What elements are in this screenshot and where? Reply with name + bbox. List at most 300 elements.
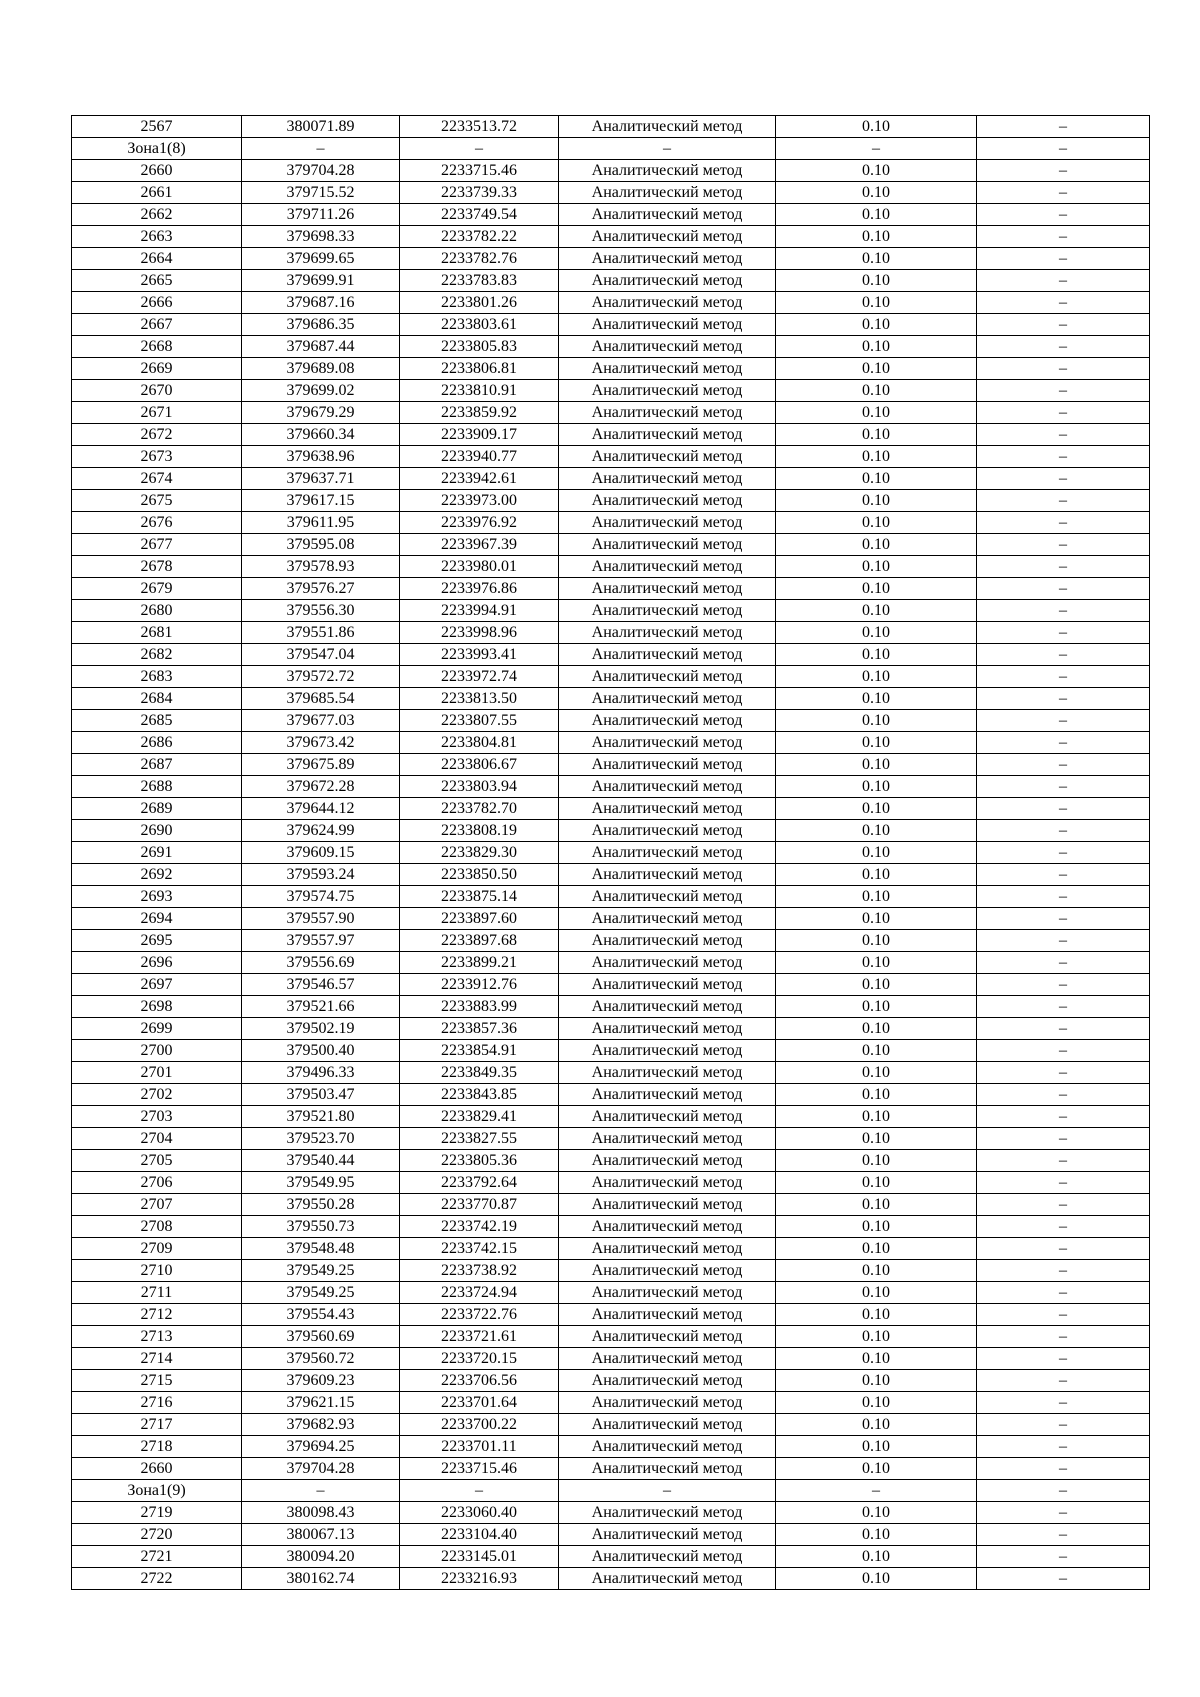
description-cell: – — [977, 556, 1150, 578]
description-cell: – — [977, 1040, 1150, 1062]
point-number-cell: 2699 — [72, 1018, 242, 1040]
table-row — [72, 204, 1150, 226]
point-number-cell: 2694 — [72, 908, 242, 930]
y-coordinate-cell: 2233513.72 — [400, 116, 559, 138]
method-cell: Аналитический метод — [559, 182, 776, 204]
method-cell: Аналитический метод — [559, 578, 776, 600]
zone-header-row — [72, 138, 1150, 160]
point-number-cell: 2722 — [72, 1568, 242, 1590]
table-row — [72, 116, 1150, 138]
table-row — [72, 1150, 1150, 1172]
accuracy-cell: 0.10 — [776, 798, 977, 820]
description-cell: – — [977, 886, 1150, 908]
method-cell: Аналитический метод — [559, 534, 776, 556]
accuracy-cell: 0.10 — [776, 1106, 977, 1128]
x-coordinate-cell: 379686.35 — [242, 314, 400, 336]
accuracy-cell: 0.10 — [776, 424, 977, 446]
description-cell: – — [977, 534, 1150, 556]
point-number-cell: 2665 — [72, 270, 242, 292]
method-cell: Аналитический метод — [559, 1150, 776, 1172]
table-row — [72, 688, 1150, 710]
accuracy-cell: 0.10 — [776, 380, 977, 402]
x-coordinate-cell: 380098.43 — [242, 1502, 400, 1524]
method-cell: Аналитический метод — [559, 336, 776, 358]
method-cell: Аналитический метод — [559, 688, 776, 710]
method-cell: Аналитический метод — [559, 1568, 776, 1590]
table-row — [72, 864, 1150, 886]
point-number-cell: 2704 — [72, 1128, 242, 1150]
table-row — [72, 402, 1150, 424]
method-cell: Аналитический метод — [559, 1524, 776, 1546]
method-cell: Аналитический метод — [559, 1436, 776, 1458]
table-row — [72, 1414, 1150, 1436]
point-number-cell: 2660 — [72, 1458, 242, 1480]
description-cell: – — [977, 820, 1150, 842]
x-coordinate-cell: 379576.27 — [242, 578, 400, 600]
accuracy-cell: 0.10 — [776, 732, 977, 754]
y-coordinate-cell: 2233216.93 — [400, 1568, 559, 1590]
point-number-cell: 2681 — [72, 622, 242, 644]
y-coordinate-cell: 2233701.64 — [400, 1392, 559, 1414]
method-cell: Аналитический метод — [559, 952, 776, 974]
x-coordinate-cell: 379694.25 — [242, 1436, 400, 1458]
table-row — [72, 292, 1150, 314]
point-number-cell: 2692 — [72, 864, 242, 886]
y-coordinate-cell: 2233715.46 — [400, 1458, 559, 1480]
table-row — [72, 468, 1150, 490]
accuracy-cell: 0.10 — [776, 666, 977, 688]
accuracy-cell: 0.10 — [776, 1304, 977, 1326]
point-number-cell: 2696 — [72, 952, 242, 974]
method-cell: Аналитический метод — [559, 1084, 776, 1106]
point-number-cell: 2683 — [72, 666, 242, 688]
x-coordinate-cell: 380071.89 — [242, 116, 400, 138]
description-cell: – — [977, 1084, 1150, 1106]
table-row — [72, 622, 1150, 644]
y-coordinate-cell: 2233782.70 — [400, 798, 559, 820]
table-row — [72, 336, 1150, 358]
x-coordinate-cell: 379549.95 — [242, 1172, 400, 1194]
x-coordinate-cell: 379500.40 — [242, 1040, 400, 1062]
y-coordinate-cell: 2233972.74 — [400, 666, 559, 688]
y-coordinate-cell: 2233813.50 — [400, 688, 559, 710]
x-coordinate-cell: 379523.70 — [242, 1128, 400, 1150]
x-coordinate-cell: 379496.33 — [242, 1062, 400, 1084]
x-coordinate-cell: 379574.75 — [242, 886, 400, 908]
method-cell: Аналитический метод — [559, 1546, 776, 1568]
point-number-cell: 2684 — [72, 688, 242, 710]
method-cell: Аналитический метод — [559, 974, 776, 996]
point-number-cell: 2675 — [72, 490, 242, 512]
y-coordinate-cell: 2233899.21 — [400, 952, 559, 974]
table-row — [72, 1392, 1150, 1414]
method-cell: Аналитический метод — [559, 512, 776, 534]
description-cell: – — [977, 292, 1150, 314]
x-coordinate-cell: 379578.93 — [242, 556, 400, 578]
x-coordinate-cell: 379502.19 — [242, 1018, 400, 1040]
accuracy-cell: 0.10 — [776, 116, 977, 138]
x-coordinate-cell: 379644.12 — [242, 798, 400, 820]
x-coordinate-cell: 379549.25 — [242, 1260, 400, 1282]
table-row — [72, 1326, 1150, 1348]
description-cell: – — [977, 732, 1150, 754]
point-number-cell: 2697 — [72, 974, 242, 996]
accuracy-cell: 0.10 — [776, 314, 977, 336]
accuracy-cell: 0.10 — [776, 1546, 977, 1568]
description-cell: – — [977, 1238, 1150, 1260]
description-cell: – — [977, 1260, 1150, 1282]
method-cell: Аналитический метод — [559, 996, 776, 1018]
accuracy-cell: 0.10 — [776, 1282, 977, 1304]
point-number-cell: 2718 — [72, 1436, 242, 1458]
method-cell: Аналитический метод — [559, 1260, 776, 1282]
x-coordinate-cell: 379556.69 — [242, 952, 400, 974]
point-number-cell: 2690 — [72, 820, 242, 842]
point-number-cell: 2686 — [72, 732, 242, 754]
method-cell: Аналитический метод — [559, 820, 776, 842]
accuracy-cell: 0.10 — [776, 644, 977, 666]
description-cell: – — [977, 666, 1150, 688]
point-number-cell: 2721 — [72, 1546, 242, 1568]
x-coordinate-cell: 379560.69 — [242, 1326, 400, 1348]
method-cell: – — [559, 1480, 776, 1502]
point-number-cell: 2717 — [72, 1414, 242, 1436]
x-coordinate-cell: 379637.71 — [242, 468, 400, 490]
accuracy-cell: 0.10 — [776, 1018, 977, 1040]
x-coordinate-cell: 379551.86 — [242, 622, 400, 644]
point-number-cell: 2663 — [72, 226, 242, 248]
accuracy-cell: – — [776, 138, 977, 160]
table-row — [72, 930, 1150, 952]
x-coordinate-cell: 379595.08 — [242, 534, 400, 556]
point-number-cell: 2691 — [72, 842, 242, 864]
table-row — [72, 1194, 1150, 1216]
accuracy-cell: 0.10 — [776, 1062, 977, 1084]
x-coordinate-cell: 379557.97 — [242, 930, 400, 952]
accuracy-cell: 0.10 — [776, 864, 977, 886]
method-cell: Аналитический метод — [559, 402, 776, 424]
point-number-cell: 2709 — [72, 1238, 242, 1260]
description-cell: – — [977, 1348, 1150, 1370]
x-coordinate-cell: 379560.72 — [242, 1348, 400, 1370]
point-number-cell: 2707 — [72, 1194, 242, 1216]
accuracy-cell: 0.10 — [776, 512, 977, 534]
description-cell: – — [977, 248, 1150, 270]
point-number-cell: 2567 — [72, 116, 242, 138]
accuracy-cell: 0.10 — [776, 1194, 977, 1216]
description-cell: – — [977, 116, 1150, 138]
description-cell: – — [977, 1502, 1150, 1524]
method-cell: Аналитический метод — [559, 292, 776, 314]
description-cell: – — [977, 1370, 1150, 1392]
method-cell: Аналитический метод — [559, 358, 776, 380]
table-row — [72, 1216, 1150, 1238]
x-coordinate-cell: – — [242, 1480, 400, 1502]
y-coordinate-cell: 2233967.39 — [400, 534, 559, 556]
description-cell: – — [977, 314, 1150, 336]
y-coordinate-cell: 2233724.94 — [400, 1282, 559, 1304]
point-number-cell: 2680 — [72, 600, 242, 622]
description-cell: – — [977, 908, 1150, 930]
method-cell: Аналитический метод — [559, 864, 776, 886]
x-coordinate-cell: 379704.28 — [242, 160, 400, 182]
point-number-cell: 2700 — [72, 1040, 242, 1062]
y-coordinate-cell: 2233782.76 — [400, 248, 559, 270]
x-coordinate-cell: 379679.29 — [242, 402, 400, 424]
point-number-cell: 2670 — [72, 380, 242, 402]
y-coordinate-cell: 2233909.17 — [400, 424, 559, 446]
y-coordinate-cell: 2233742.15 — [400, 1238, 559, 1260]
x-coordinate-cell: 380067.13 — [242, 1524, 400, 1546]
y-coordinate-cell: 2233998.96 — [400, 622, 559, 644]
y-coordinate-cell: 2233792.64 — [400, 1172, 559, 1194]
accuracy-cell: 0.10 — [776, 1326, 977, 1348]
method-cell: – — [559, 138, 776, 160]
accuracy-cell: 0.10 — [776, 1040, 977, 1062]
y-coordinate-cell: 2233850.50 — [400, 864, 559, 886]
point-number-cell: 2689 — [72, 798, 242, 820]
y-coordinate-cell: 2233993.41 — [400, 644, 559, 666]
table-row — [72, 270, 1150, 292]
y-coordinate-cell: 2233706.56 — [400, 1370, 559, 1392]
y-coordinate-cell: 2233805.36 — [400, 1150, 559, 1172]
method-cell: Аналитический метод — [559, 1018, 776, 1040]
description-cell: – — [977, 138, 1150, 160]
x-coordinate-cell: 379711.26 — [242, 204, 400, 226]
method-cell: Аналитический метод — [559, 1304, 776, 1326]
description-cell: – — [977, 160, 1150, 182]
accuracy-cell: 0.10 — [776, 974, 977, 996]
point-number-cell: 2668 — [72, 336, 242, 358]
description-cell: – — [977, 688, 1150, 710]
x-coordinate-cell: 379675.89 — [242, 754, 400, 776]
accuracy-cell: 0.10 — [776, 1502, 977, 1524]
y-coordinate-cell: 2233897.68 — [400, 930, 559, 952]
y-coordinate-cell: 2233912.76 — [400, 974, 559, 996]
x-coordinate-cell: 379550.73 — [242, 1216, 400, 1238]
description-cell: – — [977, 1018, 1150, 1040]
y-coordinate-cell: 2233738.92 — [400, 1260, 559, 1282]
table-row — [72, 644, 1150, 666]
accuracy-cell: 0.10 — [776, 842, 977, 864]
point-number-cell: 2712 — [72, 1304, 242, 1326]
x-coordinate-cell: 380162.74 — [242, 1568, 400, 1590]
x-coordinate-cell: 379685.54 — [242, 688, 400, 710]
method-cell: Аналитический метод — [559, 270, 776, 292]
point-number-cell: 2685 — [72, 710, 242, 732]
accuracy-cell: 0.10 — [776, 776, 977, 798]
table-row — [72, 1062, 1150, 1084]
point-number-cell: 2720 — [72, 1524, 242, 1546]
method-cell: Аналитический метод — [559, 380, 776, 402]
accuracy-cell: 0.10 — [776, 1084, 977, 1106]
table-row — [72, 776, 1150, 798]
x-coordinate-cell: 380094.20 — [242, 1546, 400, 1568]
y-coordinate-cell: 2233843.85 — [400, 1084, 559, 1106]
point-number-cell: 2714 — [72, 1348, 242, 1370]
accuracy-cell: 0.10 — [776, 204, 977, 226]
y-coordinate-cell: 2233104.40 — [400, 1524, 559, 1546]
x-coordinate-cell: 379550.28 — [242, 1194, 400, 1216]
method-cell: Аналитический метод — [559, 248, 776, 270]
accuracy-cell: 0.10 — [776, 1568, 977, 1590]
zone-header-row — [72, 1480, 1150, 1502]
accuracy-cell: 0.10 — [776, 182, 977, 204]
point-number-cell: 2703 — [72, 1106, 242, 1128]
y-coordinate-cell: 2233804.81 — [400, 732, 559, 754]
accuracy-cell: 0.10 — [776, 1172, 977, 1194]
y-coordinate-cell: 2233827.55 — [400, 1128, 559, 1150]
table-row — [72, 1568, 1150, 1590]
x-coordinate-cell: 379609.23 — [242, 1370, 400, 1392]
method-cell: Аналитический метод — [559, 1194, 776, 1216]
method-cell: Аналитический метод — [559, 1238, 776, 1260]
method-cell: Аналитический метод — [559, 622, 776, 644]
method-cell: Аналитический метод — [559, 1040, 776, 1062]
description-cell: – — [977, 578, 1150, 600]
accuracy-cell: 0.10 — [776, 534, 977, 556]
accuracy-cell: 0.10 — [776, 270, 977, 292]
method-cell: Аналитический метод — [559, 776, 776, 798]
accuracy-cell: 0.10 — [776, 578, 977, 600]
point-number-cell: 2705 — [72, 1150, 242, 1172]
method-cell: Аналитический метод — [559, 1502, 776, 1524]
point-number-cell: 2698 — [72, 996, 242, 1018]
accuracy-cell: 0.10 — [776, 952, 977, 974]
method-cell: Аналитический метод — [559, 1282, 776, 1304]
x-coordinate-cell: 379554.43 — [242, 1304, 400, 1326]
method-cell: Аналитический метод — [559, 160, 776, 182]
method-cell: Аналитический метод — [559, 908, 776, 930]
y-coordinate-cell: 2233808.19 — [400, 820, 559, 842]
x-coordinate-cell: 379546.57 — [242, 974, 400, 996]
y-coordinate-cell: 2233782.22 — [400, 226, 559, 248]
x-coordinate-cell: 379572.72 — [242, 666, 400, 688]
point-number-cell: 2693 — [72, 886, 242, 908]
table-row — [72, 600, 1150, 622]
y-coordinate-cell: 2233849.35 — [400, 1062, 559, 1084]
description-cell: – — [977, 1436, 1150, 1458]
method-cell: Аналитический метод — [559, 886, 776, 908]
accuracy-cell: 0.10 — [776, 490, 977, 512]
method-cell: Аналитический метод — [559, 116, 776, 138]
point-number-cell: 2666 — [72, 292, 242, 314]
y-coordinate-cell: 2233976.86 — [400, 578, 559, 600]
y-coordinate-cell: 2233722.76 — [400, 1304, 559, 1326]
y-coordinate-cell: 2233806.81 — [400, 358, 559, 380]
description-cell: – — [977, 776, 1150, 798]
table-row — [72, 1370, 1150, 1392]
description-cell: – — [977, 1128, 1150, 1150]
table-row — [72, 1084, 1150, 1106]
x-coordinate-cell: 379540.44 — [242, 1150, 400, 1172]
description-cell: – — [977, 1106, 1150, 1128]
table-row — [72, 1106, 1150, 1128]
x-coordinate-cell: 379521.66 — [242, 996, 400, 1018]
table-row — [72, 424, 1150, 446]
table-row — [72, 490, 1150, 512]
y-coordinate-cell: 2233829.41 — [400, 1106, 559, 1128]
y-coordinate-cell: 2233700.22 — [400, 1414, 559, 1436]
point-number-cell: 2678 — [72, 556, 242, 578]
accuracy-cell: 0.10 — [776, 622, 977, 644]
y-coordinate-cell: 2233805.83 — [400, 336, 559, 358]
x-coordinate-cell: 379687.44 — [242, 336, 400, 358]
table-row — [72, 1458, 1150, 1480]
accuracy-cell: 0.10 — [776, 710, 977, 732]
method-cell: Аналитический метод — [559, 204, 776, 226]
table-row — [72, 556, 1150, 578]
x-coordinate-cell: 379624.99 — [242, 820, 400, 842]
x-coordinate-cell: 379609.15 — [242, 842, 400, 864]
y-coordinate-cell: 2233810.91 — [400, 380, 559, 402]
description-cell: – — [977, 204, 1150, 226]
y-coordinate-cell: 2233875.14 — [400, 886, 559, 908]
x-coordinate-cell: 379699.91 — [242, 270, 400, 292]
x-coordinate-cell: 379503.47 — [242, 1084, 400, 1106]
point-number-cell: 2687 — [72, 754, 242, 776]
accuracy-cell: 0.10 — [776, 160, 977, 182]
method-cell: Аналитический метод — [559, 1216, 776, 1238]
description-cell: – — [977, 446, 1150, 468]
accuracy-cell: 0.10 — [776, 1150, 977, 1172]
table-row — [72, 226, 1150, 248]
x-coordinate-cell: 379672.28 — [242, 776, 400, 798]
accuracy-cell: 0.10 — [776, 1414, 977, 1436]
method-cell: Аналитический метод — [559, 1392, 776, 1414]
description-cell: – — [977, 930, 1150, 952]
description-cell: – — [977, 182, 1150, 204]
table-row — [72, 1348, 1150, 1370]
x-coordinate-cell: 379699.65 — [242, 248, 400, 270]
accuracy-cell: 0.10 — [776, 1216, 977, 1238]
method-cell: Аналитический метод — [559, 930, 776, 952]
accuracy-cell: 0.10 — [776, 886, 977, 908]
point-number-cell: 2673 — [72, 446, 242, 468]
method-cell: Аналитический метод — [559, 1348, 776, 1370]
table-row — [72, 996, 1150, 1018]
y-coordinate-cell: 2233980.01 — [400, 556, 559, 578]
point-number-cell: 2695 — [72, 930, 242, 952]
x-coordinate-cell: 379548.48 — [242, 1238, 400, 1260]
coordinates-table-body — [72, 116, 1150, 1590]
description-cell: – — [977, 1392, 1150, 1414]
description-cell: – — [977, 754, 1150, 776]
y-coordinate-cell: 2233942.61 — [400, 468, 559, 490]
description-cell: – — [977, 270, 1150, 292]
method-cell: Аналитический метод — [559, 754, 776, 776]
accuracy-cell: 0.10 — [776, 226, 977, 248]
y-coordinate-cell: 2233973.00 — [400, 490, 559, 512]
point-number-cell: 2702 — [72, 1084, 242, 1106]
y-coordinate-cell: 2233742.19 — [400, 1216, 559, 1238]
table-row — [72, 314, 1150, 336]
x-coordinate-cell: 379699.02 — [242, 380, 400, 402]
table-row — [72, 380, 1150, 402]
table-row — [72, 666, 1150, 688]
point-number-cell: 2664 — [72, 248, 242, 270]
y-coordinate-cell: 2233940.77 — [400, 446, 559, 468]
description-cell: – — [977, 1524, 1150, 1546]
description-cell: – — [977, 512, 1150, 534]
table-row — [72, 534, 1150, 556]
accuracy-cell: 0.10 — [776, 446, 977, 468]
table-row — [72, 710, 1150, 732]
y-coordinate-cell: 2233806.67 — [400, 754, 559, 776]
description-cell: – — [977, 842, 1150, 864]
y-coordinate-cell: 2233145.01 — [400, 1546, 559, 1568]
x-coordinate-cell: 379689.08 — [242, 358, 400, 380]
